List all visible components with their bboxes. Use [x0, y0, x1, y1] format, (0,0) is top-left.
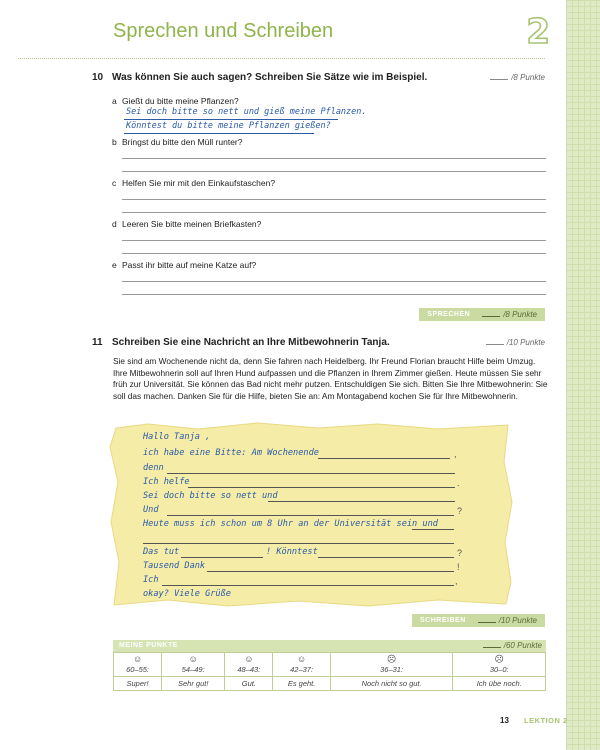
write-line[interactable] — [188, 487, 455, 488]
write-line[interactable] — [167, 515, 454, 516]
punctuation: ? — [457, 506, 463, 516]
punctuation: , — [455, 576, 458, 586]
score-range-cell: ☺ 48–43: — [225, 653, 273, 677]
score-rating-cell: Noch nicht so gut. — [330, 677, 453, 691]
note-line-6: Heute muss ich schon um 8 Uhr an der Universität sein und — [143, 519, 438, 529]
write-line[interactable] — [268, 501, 455, 502]
task-10-answer-a1: Sei doch bitte so nett und gieß meine Pflanzen. — [126, 107, 367, 117]
note-line-4: Sei doch bitte so nett und — [143, 491, 278, 501]
answer-line-e2[interactable] — [122, 294, 546, 295]
happy-face-icon: ☺ — [244, 654, 254, 664]
side-pattern-strip — [566, 0, 600, 750]
punctuation: ! — [457, 562, 460, 572]
score-rating-cell: Gut. — [225, 677, 273, 691]
write-line[interactable] — [143, 543, 454, 544]
note-line-9: Ich — [143, 575, 159, 585]
task-10-points: /8 Punkte — [490, 73, 545, 82]
task-10-instruction: Was können Sie auch sagen? Schreiben Sie Sätze wie im Beispiel. — [112, 72, 428, 83]
task-10-answer-a2: Könntest du bitte meine Pflanzen gießen? — [126, 121, 331, 131]
schreiben-points-bar: SCHREIBEN /10 Punkte — [412, 614, 545, 627]
write-line[interactable] — [181, 557, 263, 558]
score-header — [113, 640, 546, 652]
score-range-cell: ☹ 36–31: — [330, 653, 453, 677]
task-11-instruction: Schreiben Sie eine Nachricht an Ihre Mitbewohnerin Tanja. — [112, 337, 390, 348]
task-10-number: 10 — [92, 72, 104, 83]
happy-face-icon: ☺ — [188, 654, 198, 664]
happy-face-icon: ☺ — [132, 654, 143, 664]
task-10-item-a: a Gießt du bitte meine Pflanzen? — [112, 96, 239, 106]
answer-line-b1[interactable] — [122, 158, 546, 159]
note-greeting: Hallo Tanja , — [143, 432, 211, 442]
note-closing: okay? Viele Grüße — [143, 589, 231, 599]
sprechen-points-bar: SPRECHEN /8 Punkte — [419, 308, 545, 321]
lesson-label: LEKTION 2 — [524, 716, 568, 725]
task-10-item-c: c Helfen Sie mir mit den Einkaufstaschen? — [112, 178, 276, 188]
write-line[interactable] — [162, 585, 454, 586]
note-line-3: Ich helfe — [143, 477, 190, 487]
note-line-7a: Das tut — [143, 547, 180, 557]
score-rating-cell: Super! — [114, 677, 162, 691]
answer-line — [124, 119, 338, 120]
page-title: Sprechen und Schreiben — [113, 20, 334, 42]
score-table — [113, 652, 546, 691]
score-total-points: /60 Punkte — [483, 641, 542, 650]
note-line-8: Tausend Dank — [143, 561, 206, 571]
answer-line-d2[interactable] — [122, 253, 546, 254]
answer-line-b2[interactable] — [122, 171, 546, 172]
sad-face-icon: ☹ — [494, 654, 504, 664]
task-10-item-b: b Bringst du bitte den Müll runter? — [112, 137, 243, 147]
score-range-cell: ☹ 30–0: — [453, 653, 546, 677]
note-line-1: ich habe eine Bitte: Am Wochenende — [143, 448, 319, 458]
note-line-5: Und — [143, 505, 159, 515]
task-10-item-d: d Leeren Sie bitte meinen Briefkasten? — [112, 219, 262, 229]
score-rating-cell: Es geht. — [273, 677, 330, 691]
answer-line — [124, 133, 314, 134]
score-range-cell: ☺ 42–37: — [273, 653, 330, 677]
note-line-2: denn — [143, 463, 164, 473]
answer-line-e1[interactable] — [122, 281, 546, 282]
score-rating-cell: Sehr gut! — [162, 677, 225, 691]
answer-line-d1[interactable] — [122, 240, 546, 241]
neutral-face-icon: ☺ — [296, 654, 307, 664]
answer-line-c1[interactable] — [122, 199, 546, 200]
task-11-number: 11 — [92, 337, 103, 348]
sad-face-icon: ☹ — [386, 654, 397, 664]
header-divider — [18, 58, 545, 59]
chapter-number: 2 — [526, 12, 550, 52]
score-label: MEINE PUNKTE — [119, 642, 178, 649]
score-rating-cell: Ich übe noch. — [453, 677, 546, 691]
score-range-cell: ☺ 54–49: — [162, 653, 225, 677]
answer-line-c2[interactable] — [122, 212, 546, 213]
write-line[interactable] — [167, 473, 455, 474]
write-line[interactable] — [412, 529, 454, 530]
punctuation: , — [454, 449, 457, 459]
note-line-7b: ! Könntest — [266, 547, 318, 557]
task-11-points: /10 Punkte — [486, 338, 545, 347]
write-line[interactable] — [318, 557, 454, 558]
punctuation: ? — [457, 548, 463, 558]
score-range-cell: ☺ 60–55: — [114, 653, 162, 677]
task-10-item-e: e Passt ihr bitte auf meine Katze auf? — [112, 260, 257, 270]
punctuation: . — [457, 478, 460, 488]
page-number: 13 — [500, 716, 509, 725]
task-11-description: Sie sind am Wochenende nicht da, denn Sie fahren nach Heidelberg. Ihr Freund Florian braucht Hilfe beim Umzug. Ihre Mitbewohnerin soll auf Ihren Hund aufpassen und die Pflanzen in Ihrem Zimmer gießen. Heute müssen Sie sehr früh zur Universität. Sie können das Bad nicht mehr putzen. Entschuldigen Sie sich. Bitten Sie Ihre Mitbewohnerin: Sie soll das machen. Danken Sie für die Hilfe, bieten Sie an: Am Montagabend kochen Sie für Ihre Mitbewohnerin. — [113, 356, 548, 401]
write-line[interactable] — [318, 458, 450, 459]
write-line[interactable] — [207, 571, 454, 572]
